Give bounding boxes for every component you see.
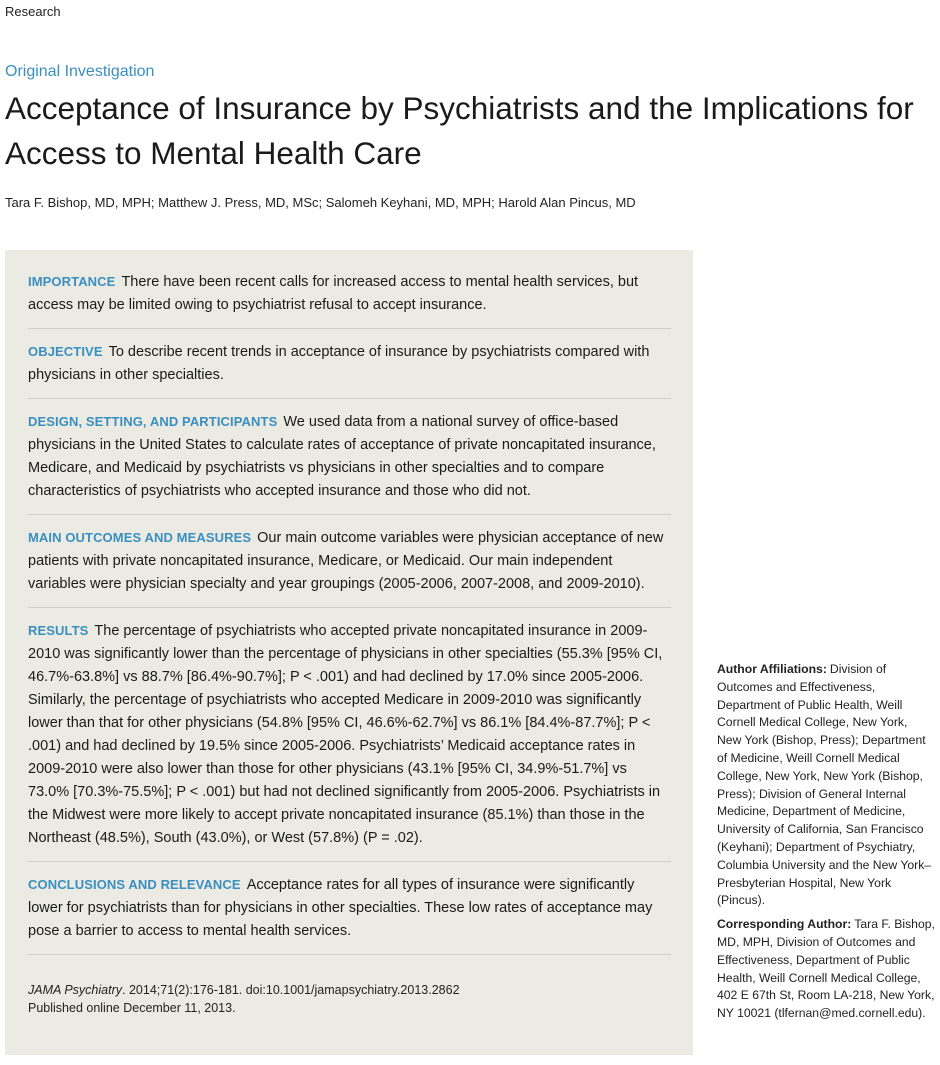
design-text: We used data from a national survey of office-based physicians in the United States to calculate rates of acceptance of private noncapitated insurance, Medicare, and Medicaid by psychiatrists vs physicians in other specialties and to compare characteristics of psychiatrists who accepted insurance and those who did not.: [28, 414, 656, 499]
sidebar-notes: [717, 661, 935, 1029]
outcomes-text: Our main outcome variables were physician acceptance of new patients with private noncapitated insurance, Medicare, or Medicaid. Our main independent variables were physician specialty and year groupings (2005-2006, 2007-2008, and 2009-2010).: [28, 530, 664, 592]
abstract-results: [28, 619, 671, 862]
article-type: Original Investigation: [5, 63, 155, 80]
abstract-design: [28, 410, 671, 515]
outcomes-heading: MAIN OUTCOMES AND MEASURES: [28, 530, 252, 545]
affiliations-text: Division of Outcomes and Effectiveness, Department of Public Health, Weill Cornell Medical College, New York, New York (Bishop, Press); Department of Medicine, Weill Cornell Medical College, New York, New York (Bishop, Press); Division of General Internal Medicine, Department of Medicine, University of California, San Francisco (Keyhani); Department of Psychiatry, Columbia University and the New York–Presbyterian Hospital, New York (Pincus).: [717, 662, 932, 908]
objective-heading: OBJECTIVE: [28, 344, 103, 359]
citation-details: . 2014;71(2):176-181. doi:10.1001/jamapsychiatry.2013.2862: [122, 983, 460, 997]
article-title: Acceptance of Insurance by Psychiatrists and the Implications for Access to Mental Health Care: [5, 90, 914, 171]
journal-name: JAMA Psychiatry: [28, 983, 123, 997]
importance-text: There have been recent calls for increased access to mental health services, but access may be limited owing to psychiatrist refusal to accept insurance.: [28, 274, 639, 313]
published-date: Published online December 11, 2013.: [28, 1001, 236, 1015]
corresponding-text: Tara F. Bishop, MD, MPH, Division of Outcomes and Effectiveness, Department of Public Health, Weill Cornell Medical College, 402 E 67th St, Room LA-218, New York, NY 10021 (tlfernan@med.cornell.edu).: [717, 917, 935, 1021]
conclusions-text: Acceptance rates for all types of insurance were significantly lower for psychiatrists than for physicians in other specialties. These low rates of acceptance may pose a barrier to access to mental health services.: [28, 877, 653, 939]
author-list: Tara F. Bishop, MD, MPH; Matthew J. Press, MD, MSc; Salomeh Keyhani, MD, MPH; Harold Alan Pincus, MD: [5, 195, 636, 210]
corresponding-author: [717, 916, 935, 1023]
section-label: Research: [5, 4, 61, 19]
results-text: The percentage of psychiatrists who accepted private noncapitated insurance in 2009-2010 was significantly lower than the percentage of physicians in other specialties (55.3% [95% CI, 46.7%-63.8%] vs 88.7% [86.4%-90.7%]; P < .001) and had declined by 17.0% since 2005-2006. Similarly, the percentage of psychiatrists who accepted Medicare in 2009-2010 was significantly lower than that for other physicians (54.8% [95% CI, 46.6%-62.7%] vs 86.1% [84.4%-87.7%]; P < .001) and had declined by 19.5% since 2005-2006. Psychiatrists’ Medicaid acceptance rates in 2009-2010 were also lower than those for other physicians (43.1% [95% CI, 34.9%-51.7%] vs 73.0% [70.3%-75.5%]; P < .001) but had not declined significantly from 2005-2006. Psychiatrists in the Midwest were more likely to accept private noncapitated insurance (85.1%) than those in the Northeast (48.5%), South (43.0%), or West (57.8%) (P = .02).: [28, 623, 663, 846]
abstract-conclusions: [28, 873, 671, 955]
author-affiliations: [717, 661, 935, 910]
abstract-outcomes: [28, 526, 671, 608]
conclusions-heading: CONCLUSIONS AND RELEVANCE: [28, 877, 241, 892]
citation-line: [28, 981, 671, 999]
design-heading: DESIGN, SETTING, AND PARTICIPANTS: [28, 414, 278, 429]
citation: [28, 981, 671, 1017]
results-heading: RESULTS: [28, 623, 89, 638]
affiliations-label: Author Affiliations:: [717, 662, 827, 676]
abstract-content: [28, 270, 671, 1017]
importance-heading: IMPORTANCE: [28, 274, 116, 289]
abstract-importance: [28, 270, 671, 329]
abstract-objective: [28, 340, 671, 399]
abstract-box: [5, 250, 693, 1055]
objective-text: To describe recent trends in acceptance of insurance by psychiatrists compared with physicians in other specialties.: [28, 344, 650, 383]
corresponding-label: Corresponding Author:: [717, 917, 852, 932]
